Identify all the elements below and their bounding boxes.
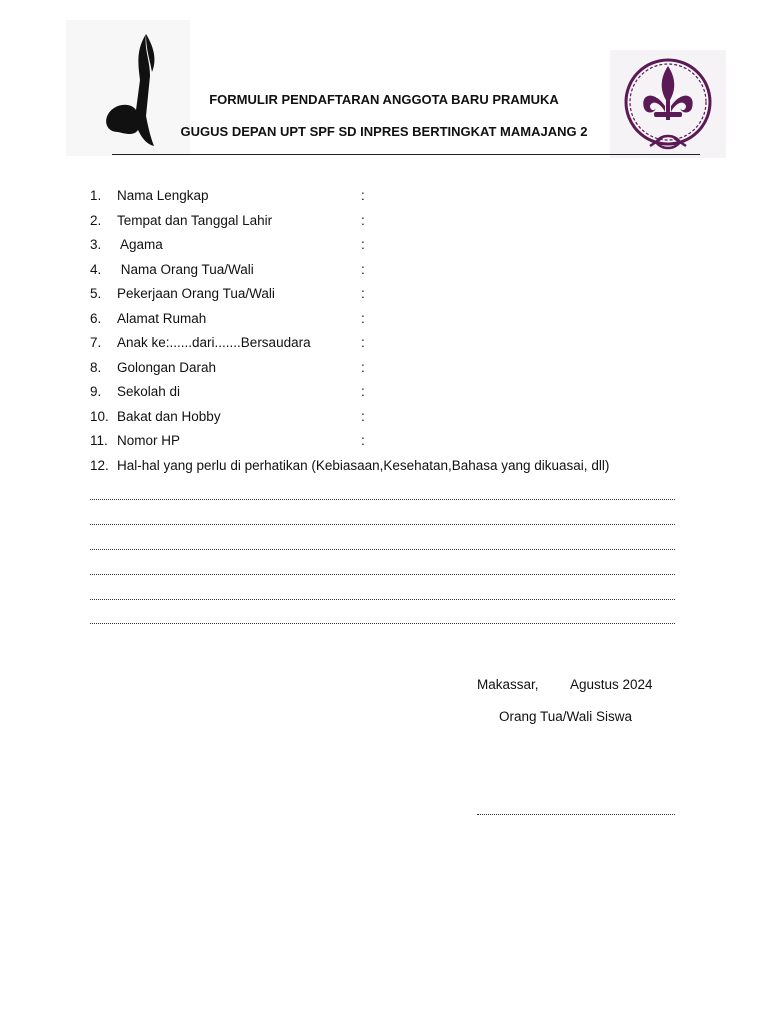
field-colon: : <box>361 261 365 277</box>
field-colon: : <box>361 212 365 228</box>
header-rule <box>112 154 700 155</box>
item-number: 9. <box>90 384 102 399</box>
field-colon: : <box>361 335 365 350</box>
field-colon: : <box>361 408 365 424</box>
item-number: 12. <box>90 457 109 473</box>
field-colon: : <box>361 188 365 203</box>
field-label: Pekerjaan Orang Tua/Wali <box>117 286 275 301</box>
item-number: 8. <box>90 359 102 375</box>
item-number: 6. <box>90 310 102 326</box>
field-label: Golongan Darah <box>117 359 217 375</box>
signature-date: Agustus 2024 <box>570 677 653 692</box>
item-number: 2. <box>90 212 102 228</box>
item-number: 10. <box>90 408 109 424</box>
notes-line <box>90 499 675 500</box>
item-number: 3. <box>90 237 102 252</box>
field-colon: : <box>361 237 365 252</box>
notes-line <box>90 549 675 550</box>
school-title: GUGUS DEPAN UPT SPF SD INPRES BERTINGKAT MAMAJANG 2 <box>180 124 588 139</box>
signature-city: Makassar, <box>477 677 539 692</box>
field-colon: : <box>361 384 365 399</box>
field-label: Sekolah di <box>117 384 181 399</box>
notes-line <box>90 574 675 575</box>
item-number: 5. <box>90 286 102 301</box>
field-label: Anak ke:......dari.......Bersaudara <box>117 335 311 350</box>
notes-line <box>90 599 675 600</box>
item-number: 11. <box>90 433 108 448</box>
field-label: Nama Orang Tua/Wali <box>117 261 254 277</box>
item-number: 1. <box>90 188 102 203</box>
form-title: FORMULIR PENDAFTARAN ANGGOTA BARU PRAMUKA <box>209 92 559 107</box>
field-label: Bakat dan Hobby <box>117 408 221 424</box>
field-label: Tempat dan Tanggal Lahir <box>117 212 273 228</box>
item-number: 4. <box>90 261 102 277</box>
field-label: Agama <box>117 237 163 252</box>
field-colon: : <box>361 433 365 448</box>
notes-line <box>90 623 675 624</box>
field-label: Nama Lengkap <box>117 188 209 203</box>
notes-line <box>90 524 675 525</box>
field-label: Hal-hal yang perlu di perhatikan (Kebiasaan,Kesehatan,Bahasa yang dikuasai, dll) <box>117 457 610 473</box>
field-colon: : <box>361 286 365 301</box>
signature-role: Orang Tua/Wali Siswa <box>499 709 633 724</box>
field-label: Nomor HP <box>117 433 181 448</box>
field-colon: : <box>361 310 365 326</box>
item-number: 7. <box>90 335 102 350</box>
field-colon: : <box>361 359 365 375</box>
field-label: Alamat Rumah <box>117 310 207 326</box>
signature-line <box>477 814 675 815</box>
